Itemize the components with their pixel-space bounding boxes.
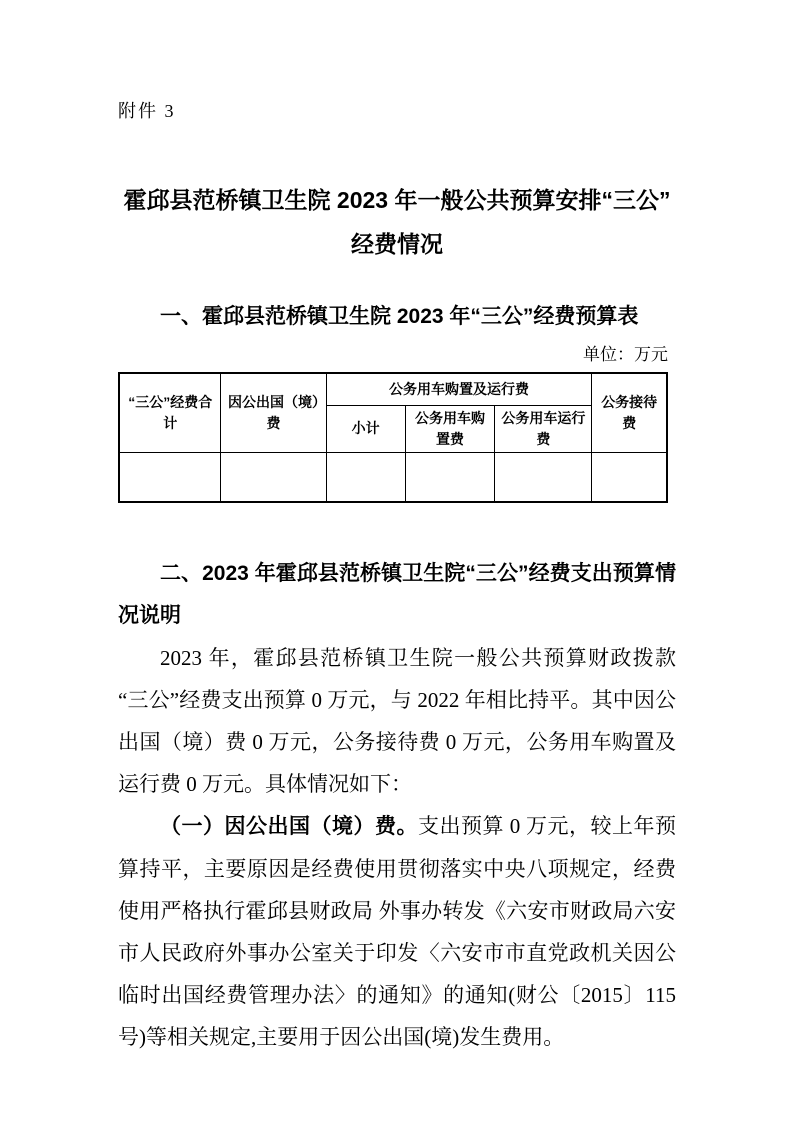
section1-heading: 一、霍邱县范桥镇卫生院 2023 年“三公”经费预算表 [160,305,639,328]
table-cell-vehicle-purchase [405,452,495,502]
table-header-row-1 [119,373,667,405]
table-cell-abroad [221,452,326,502]
table-cell-reception [592,452,667,502]
section2-heading: 二、2023 年霍邱县范桥镇卫生院“三公”经费支出预算情况说明 [118,562,676,627]
item1-body: 支出预算 0 万元，较上年预算持平，主要原因是经费使用贯彻落实中央八项规定，经费使用严格执行霍邱县财政局 外事办转发《六安市财政局六安市人民政府外事办公室关于印发〈六安市市直党政机关因公临时出国经费管理办法〉的通知》的通知(财公〔2015〕115 号)等相关规定,主要用于因公出国(境)发生费用。 [118,814,676,1049]
paragraph-item1 [118,805,676,1058]
col-header-reception-fee: 公务接待费 [592,373,667,452]
table-cell-vehicle-operation [495,452,592,502]
col-header-vehicle-operation: 公务用车运行费 [495,405,592,452]
unit-label: 单位：万元 [583,345,668,364]
col-header-abroad-fee: 因公出国（境）费 [221,373,326,452]
col-header-vehicle-purchase: 公务用车购置费 [405,405,495,452]
col-header-vehicle-subtotal: 小计 [326,405,405,452]
paragraph-overview: 2023 年，霍邱县范桥镇卫生院一般公共预算财政拨款“三公”经费支出预算 0 万元，与 2022 年相比持平。其中因公出国（境）费 0 万元，公务接待费 0 万元，公务用车购置及运行费 0 万元。具体情况如下： [118,646,676,796]
col-header-total: “三公”经费合计 [119,373,221,452]
table-cell-total [119,452,221,502]
table-cell-vehicle-subtotal [326,452,405,502]
col-header-vehicle-group: 公务用车购置及运行费 [326,373,592,405]
table-row [119,452,667,502]
item1-lead: （一）因公出国（境）费。 [160,815,418,838]
attachment-label: 附件 3 [118,101,176,121]
three-public-budget-table [118,372,668,503]
document-title: 霍邱县范桥镇卫生院 2023 年一般公共预算安排“三公”经费情况 [123,187,671,257]
